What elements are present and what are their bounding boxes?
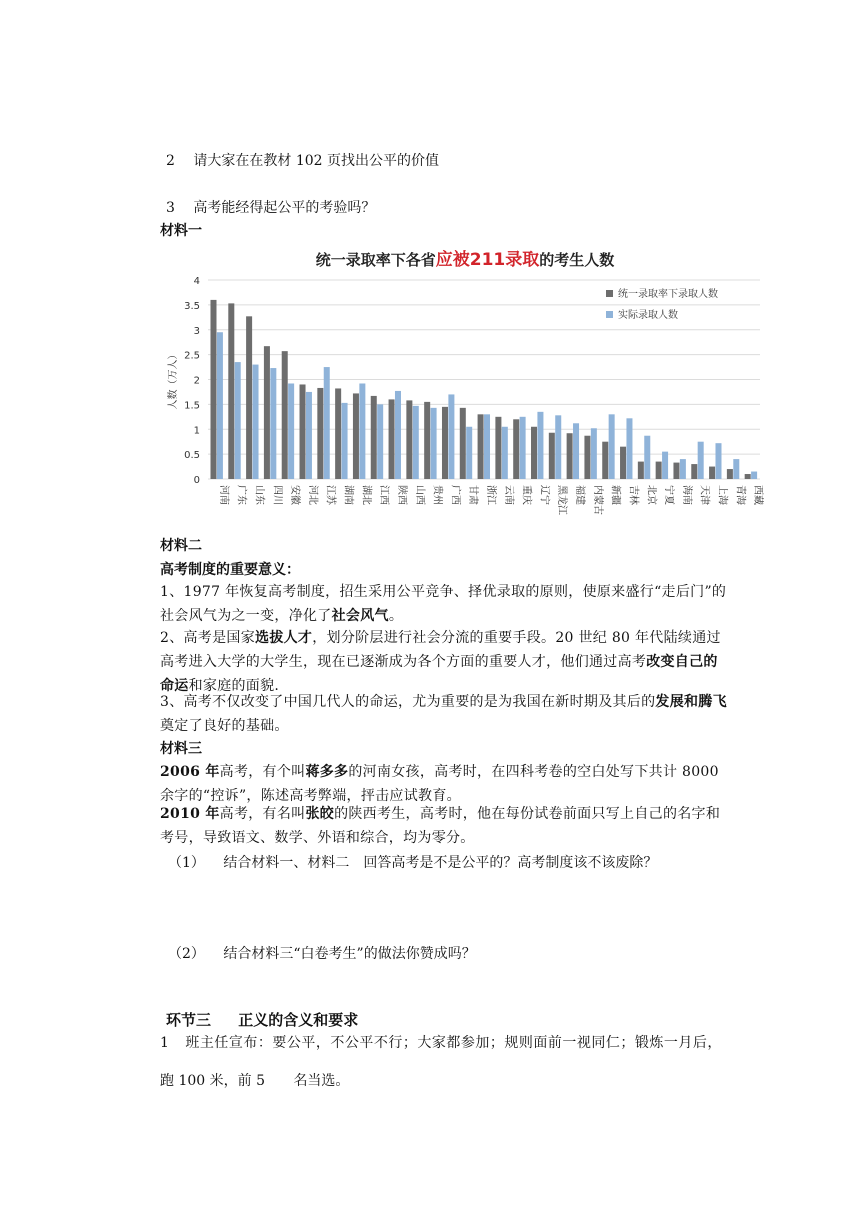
chart-title: 统一录取率下各省应被211录取的考生人数 [315, 250, 615, 270]
y-tick-label: 1 [193, 425, 200, 437]
sub-question-text: 结合材料一、材料二 回答高考是不是公平的？高考制度该不该废除？ [223, 855, 658, 871]
material-3-paragraph-1: 2006 年高考，有个叫蒋多多的河南女孩，高考时，在四科考卷的空白处写下共计 8000 余字的“控诉”，陈述高考弊端，抨击应试教育。 [160, 764, 719, 804]
bar-expected [371, 396, 377, 479]
bold-name: 蒋多多 [305, 764, 349, 780]
y-tick-label: 0 [193, 475, 200, 486]
legend-swatch [606, 290, 613, 297]
question-text: 请大家在在教材 102 页找出公平的价值 [193, 153, 439, 169]
x-tick-label: 新疆 [609, 485, 621, 505]
bar-actual [520, 417, 526, 479]
material-2-heading: 高考制度的重要意义： [160, 562, 300, 578]
x-tick-label: 海南 [680, 485, 692, 505]
bar-expected [549, 433, 555, 479]
bold-term: 选拔人才 [255, 630, 313, 646]
x-tick-label: 天津 [698, 485, 710, 505]
bar-actual [359, 383, 365, 479]
chart-svg [160, 240, 770, 525]
section-3-question-1: 1 班主任宣布：要公平，不公平不行；大家都参加；规则面前一视同仁；锻炼一月后， [160, 1035, 722, 1051]
x-tick-label: 安徽 [289, 485, 301, 505]
x-tick-label: 四川 [271, 485, 283, 505]
x-tick-label: 浙江 [485, 485, 496, 505]
bar-actual [377, 404, 383, 479]
bar-actual [680, 459, 686, 479]
bar-actual [698, 442, 704, 479]
x-tick-label: 吉林 [627, 485, 639, 505]
bar-actual [431, 408, 437, 479]
bar-actual [253, 365, 259, 479]
y-tick-label: 1.5 [184, 400, 200, 412]
bar-expected [317, 388, 323, 479]
bar-chart [160, 240, 770, 525]
bar-actual [733, 459, 739, 479]
material-2-paragraph-1: 1、1977 年恢复高考制度，招生采用公平竞争、择优录取的原则，使原来盛行“走后门”的社会风气为之一变，净化了社会风气。 [160, 584, 727, 624]
question-number: 3 [166, 200, 175, 216]
bar-expected [335, 388, 341, 479]
x-tick-label: 河南 [217, 485, 229, 505]
section-3-heading: 环节三 正义的含义和要求 [166, 1011, 359, 1029]
x-tick-label: 江西 [378, 485, 390, 505]
bar-actual [537, 412, 543, 479]
bar-expected [389, 399, 395, 479]
bar-expected [620, 447, 626, 479]
bar-actual [270, 368, 276, 479]
bar-expected [228, 303, 234, 479]
bar-expected [495, 417, 501, 479]
section-3-question-1-line-2: 跑 100 米，前 5 名当选。 [160, 1073, 350, 1089]
bar-expected [513, 419, 519, 479]
bar-expected [300, 384, 306, 479]
bar-actual [324, 367, 330, 479]
bar-expected [567, 433, 573, 479]
material-3-paragraph-2: 2010 年高考，有名叫张皎的陕西考生，高考时，他在每份试卷前面只写上自己的名字和考号，导致语文、数学、外语和综合，均为零分。 [160, 806, 721, 846]
bar-actual [644, 436, 650, 479]
legend-label: 统一录取率下录取人数 [618, 289, 718, 300]
sub-question-1 [168, 852, 657, 872]
sub-question-number: （1） [168, 855, 205, 871]
x-tick-label: 西藏 [752, 485, 764, 505]
bar-actual [662, 452, 668, 479]
bar-expected [353, 393, 359, 479]
bar-actual [306, 392, 312, 479]
material-2-paragraph-2: 2、高考是国家选拔人才，划分阶层进行社会分流的重要手段。20 世纪 80 年代陆续通过高考进入大学的大学生，现在已逐渐成为各个方面的重要人才，他们通过高考改变自己的命运和家庭的面貌. [160, 630, 721, 694]
x-tick-label: 辽宁 [538, 485, 550, 505]
bar-expected [442, 407, 448, 479]
x-tick-label: 湖南 [342, 485, 354, 505]
bar-actual [609, 414, 615, 479]
y-tick-label: 2 [193, 375, 200, 387]
legend-swatch [606, 311, 613, 318]
y-tick-label: 4 [193, 276, 200, 287]
x-tick-label: 山东 [253, 485, 265, 505]
x-tick-label: 北京 [645, 485, 657, 505]
question-text: 高考能经得起公平的考验吗？ [193, 200, 376, 216]
x-tick-label: 宁夏 [663, 485, 675, 505]
x-tick-label: 黑龙江 [556, 485, 568, 515]
bar-actual [626, 418, 632, 479]
y-tick-label: 0.5 [184, 450, 200, 462]
y-tick-label: 3.5 [184, 300, 200, 312]
x-tick-label: 内蒙古 [591, 485, 603, 515]
x-tick-label: 甘肃 [467, 485, 479, 505]
bar-actual [573, 423, 579, 479]
x-tick-label: 福建 [574, 485, 586, 505]
sub-question-number: （2） [168, 946, 205, 962]
bold-term: 发展和腾飞 [655, 694, 727, 710]
x-tick-label: 云南 [502, 485, 514, 505]
bar-expected [691, 464, 697, 479]
x-tick-label: 广西 [449, 485, 461, 505]
material-2-paragraph-3: 3、高考不仅改变了中国几代人的命运，尤为重要的是为我国在新时期及其后的发展和腾飞奠定了良好的基础。 [160, 694, 727, 734]
material-2-label: 材料二 [160, 538, 202, 554]
material-3-label: 材料三 [160, 741, 202, 757]
bar-expected [602, 442, 608, 479]
bar-expected [656, 462, 662, 479]
bar-expected [709, 467, 715, 479]
bar-actual [555, 415, 561, 479]
bar-actual [751, 472, 757, 479]
bar-expected [460, 408, 466, 479]
sub-question-2 [168, 943, 476, 963]
bold-term: 改变自己的命运 [160, 654, 718, 694]
x-tick-label: 广东 [235, 485, 247, 505]
bold-name: 张皎 [305, 806, 335, 822]
bar-expected [673, 463, 679, 479]
sub-question-text: 结合材料三“白卷考生”的做法你赞成吗？ [223, 946, 476, 962]
bar-expected [406, 400, 412, 479]
bold-term: 社会风气 [331, 608, 389, 624]
bar-actual [395, 391, 401, 479]
question-2 [166, 150, 439, 170]
legend-label: 实际录取人数 [618, 310, 678, 321]
material-1-label: 材料一 [160, 223, 202, 239]
bar-actual [502, 427, 508, 479]
x-tick-label: 湖北 [360, 485, 372, 505]
bar-actual [448, 394, 454, 479]
bar-actual [288, 383, 294, 479]
x-tick-label: 陕西 [395, 485, 407, 505]
bar-expected [264, 346, 270, 479]
bar-expected [424, 402, 430, 479]
bar-expected [745, 474, 751, 479]
bar-expected [584, 436, 590, 479]
x-tick-label: 江苏 [324, 485, 336, 505]
x-tick-label: 青海 [734, 485, 746, 505]
bar-actual [235, 362, 241, 479]
bar-actual [715, 443, 721, 479]
bar-expected [210, 300, 216, 479]
bar-actual [591, 428, 597, 479]
bar-actual [484, 414, 490, 479]
bar-expected [727, 469, 733, 479]
bar-expected [531, 427, 537, 479]
question-3 [166, 197, 375, 217]
bar-actual [217, 332, 223, 479]
y-tick-label: 3 [193, 325, 200, 337]
y-tick-label: 2.5 [184, 350, 200, 362]
x-tick-label: 上海 [716, 485, 728, 505]
bar-actual [466, 427, 472, 479]
x-tick-label: 河北 [306, 485, 318, 505]
bar-expected [638, 462, 644, 479]
bar-expected [478, 414, 484, 479]
question-number: 2 [166, 153, 175, 169]
x-tick-label: 重庆 [520, 485, 532, 505]
x-tick-label: 山西 [413, 485, 425, 505]
y-axis-label: 人数（万人） [168, 349, 179, 410]
bar-expected [282, 351, 288, 479]
bar-actual [342, 403, 348, 479]
x-tick-label: 贵州 [431, 485, 443, 505]
bar-expected [246, 316, 252, 479]
bar-actual [413, 406, 419, 479]
